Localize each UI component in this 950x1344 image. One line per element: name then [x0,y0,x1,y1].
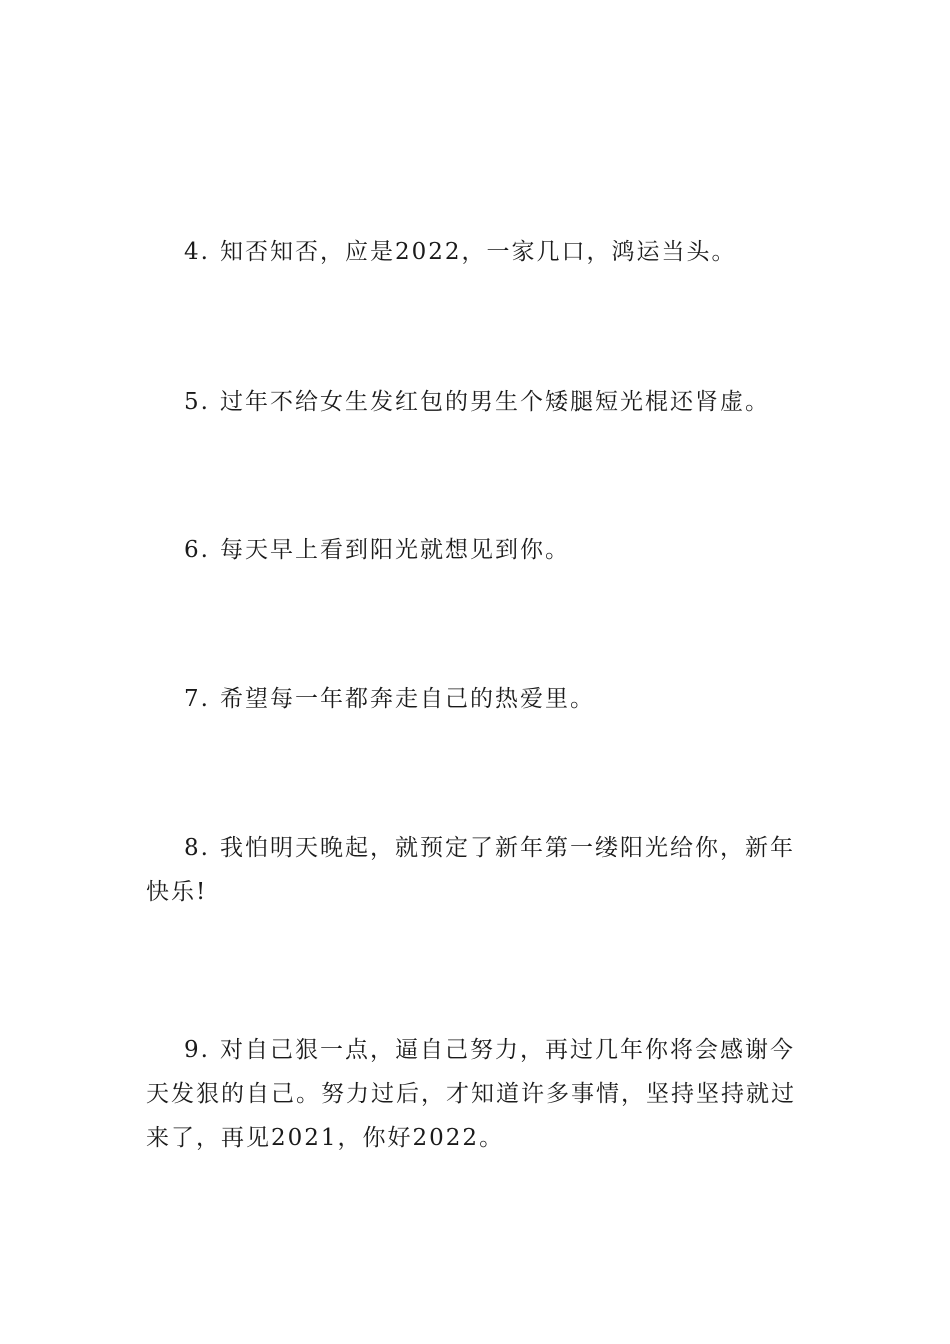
paragraph-7 [146,677,806,721]
paragraph-9 [146,1028,806,1160]
paragraph-number: 6. [184,537,210,563]
paragraph-5 [146,380,806,424]
paragraph-text: 希望每一年都奔走自己的热爱里。 [219,686,595,712]
paragraph-text: 每天早上看到阳光就想见到你。 [219,537,570,563]
paragraph-number: 9. [184,1037,210,1063]
paragraph-text: 我怕明天晚起，就预定了新年第一缕阳光给你，新年快乐! [146,835,795,905]
paragraph-number: 5. [184,389,210,415]
paragraph-text: 过年不给女生发红包的男生个矮腿短光棍还肾虚。 [219,389,770,415]
paragraph-text: 知否知否，应是2022，一家几口，鸿运当头。 [219,239,737,265]
paragraph-number: 7. [184,686,210,712]
paragraph-text: 对自己狠一点，逼自己努力，再过几年你将会感谢今天发狠的自己。努力过后，才知道许多事情，坚持坚持就过来了，再见2021，你好2022。 [146,1037,796,1151]
paragraph-number: 8. [184,835,210,861]
paragraph-4 [146,230,806,274]
paragraph-6 [146,528,806,572]
paragraph-8 [146,826,806,914]
paragraph-number: 4. [184,239,210,265]
